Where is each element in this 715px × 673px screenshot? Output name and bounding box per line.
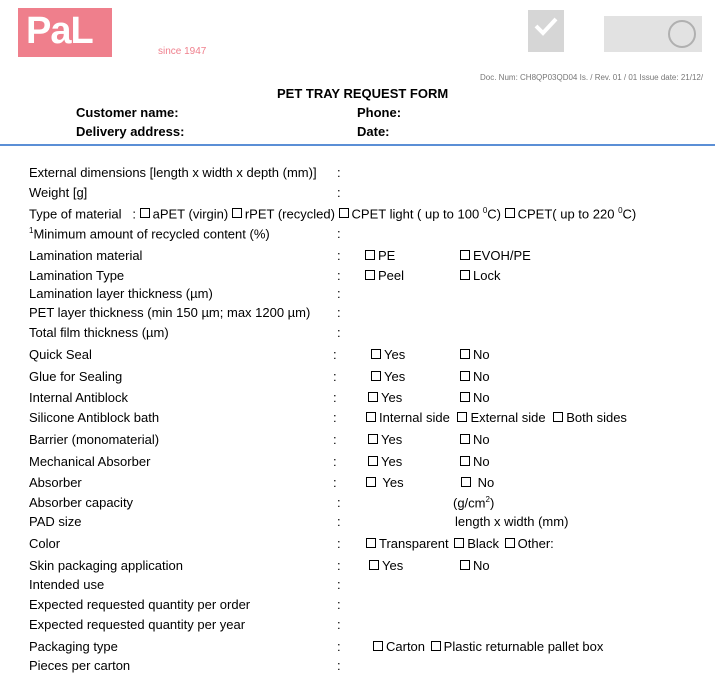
row-type-of-material: Type of material : aPET (virgin) rPET (recycled) CPET light ( up to 100 $^0$C) CPET( up to 220 $^0$C) <box>29 206 637 222</box>
colon: : <box>337 558 341 573</box>
checkbox-rpet[interactable] <box>232 208 242 218</box>
colon: : <box>337 597 341 612</box>
colon: : <box>333 475 337 490</box>
row-glue-sealing: Glue for Sealing <box>29 369 123 384</box>
row-weight: Weight [g] <box>29 185 88 200</box>
row-skin-packaging: Skin packaging application <box>29 558 183 573</box>
pad-size-unit: length x width (mm) <box>455 514 569 529</box>
document-number: Doc. Num: CH8QP03QD04 Is. / Rev. 01 / 01 Issue date: 21/12/ <box>480 73 704 82</box>
row-internal-antiblock: Internal Antiblock <box>29 390 129 405</box>
since-text: since 1947 <box>158 46 207 57</box>
row-recycled-content: $^1$Minimum amount of recycled content (%) <box>29 226 270 242</box>
colon: : <box>337 536 341 551</box>
row-pad-size: PAD size <box>29 514 82 529</box>
option-no[interactable]: No <box>460 454 490 469</box>
colon: : <box>333 410 337 425</box>
colon: : <box>337 248 341 263</box>
checkbox-cpet-light[interactable] <box>339 208 349 218</box>
colon: : <box>337 325 341 340</box>
checkbox-cpet[interactable] <box>505 208 515 218</box>
bureau-veritas-logo <box>604 16 702 52</box>
option-yes[interactable]: Yes <box>371 369 405 384</box>
row-barrier: Barrier (monomaterial) <box>29 432 160 447</box>
colon: : <box>333 454 337 469</box>
row-pet-thickness: PET layer thickness (min 150 µm; max 1200 µm) <box>29 305 311 320</box>
row-external-dimensions: External dimensions [length x width x depth (mm)] <box>29 165 317 180</box>
colon: : <box>337 495 341 510</box>
option-silicone[interactable]: Internal side External side Both sides <box>366 410 627 425</box>
row-absorber: Absorber <box>29 475 82 490</box>
colon: : <box>337 268 341 283</box>
form-title: PET TRAY REQUEST FORM <box>277 86 449 101</box>
row-intended-use: Intended use <box>29 577 105 592</box>
colon: : <box>337 305 341 320</box>
option-peel[interactable]: Peel <box>365 268 404 283</box>
customer-name-label: Customer name: <box>76 105 179 120</box>
row-packaging-type: Packaging type <box>29 639 118 654</box>
row-pieces-per-carton: Pieces per carton <box>29 658 131 673</box>
option-yes[interactable]: Yes <box>368 390 402 405</box>
option-pe[interactable]: PE <box>365 248 395 263</box>
date-label: Date: <box>357 124 390 139</box>
colon: : <box>337 286 341 301</box>
absorber-unit: $(g/cm^2)$ <box>453 495 495 511</box>
option-yes[interactable]: Yes <box>371 347 405 362</box>
row-lamination-material: Lamination material <box>29 248 143 263</box>
brc-certification-logo <box>528 10 564 52</box>
delivery-address-label: Delivery address: <box>76 124 185 139</box>
option-no[interactable]: No <box>460 369 490 384</box>
option-yes[interactable]: Yes <box>368 454 402 469</box>
colon: : <box>337 165 341 180</box>
row-absorber-capacity: Absorber capacity <box>29 495 134 510</box>
row-color: Color <box>29 536 61 551</box>
pal-logo: PaL <box>18 8 112 57</box>
colon: : <box>337 617 341 632</box>
option-yes[interactable]: Yes <box>366 475 404 490</box>
colon: : <box>333 390 337 405</box>
option-packaging[interactable]: Carton Plastic returnable pallet box <box>373 639 603 654</box>
option-lock[interactable]: Lock <box>460 268 500 283</box>
phone-label: Phone: <box>357 105 402 120</box>
option-color[interactable]: Transparent Black Other: <box>366 536 554 551</box>
row-quantity-per-year: Expected requested quantity per year <box>29 617 246 632</box>
row-silicone-antiblock: Silicone Antiblock bath <box>29 410 160 425</box>
colon: : <box>337 639 341 654</box>
row-mechanical-absorber: Mechanical Absorber <box>29 454 151 469</box>
colon: : <box>337 514 341 529</box>
option-yes[interactable]: Yes <box>368 432 402 447</box>
colon: : <box>337 577 341 592</box>
row-quick-seal: Quick Seal <box>29 347 92 362</box>
colon: : <box>337 185 341 200</box>
option-no[interactable]: No <box>460 432 490 447</box>
row-lamination-thickness: Lamination layer thickness (µm) <box>29 286 213 301</box>
colon: : <box>337 658 341 673</box>
option-no[interactable]: No <box>460 558 490 573</box>
row-lamination-type: Lamination Type <box>29 268 125 283</box>
option-yes[interactable]: Yes <box>369 558 403 573</box>
header-divider <box>0 144 715 146</box>
colon: : <box>337 226 341 241</box>
colon: : <box>333 347 337 362</box>
option-no[interactable]: No <box>460 390 490 405</box>
option-no[interactable]: No <box>460 347 490 362</box>
colon: : <box>333 432 337 447</box>
colon: : <box>333 369 337 384</box>
option-evoh-pe[interactable]: EVOH/PE <box>460 248 531 263</box>
checkbox-apet[interactable] <box>140 208 150 218</box>
row-quantity-per-order: Expected requested quantity per order <box>29 597 251 612</box>
row-total-thickness: Total film thickness (µm) <box>29 325 169 340</box>
option-no[interactable]: No <box>461 475 494 490</box>
